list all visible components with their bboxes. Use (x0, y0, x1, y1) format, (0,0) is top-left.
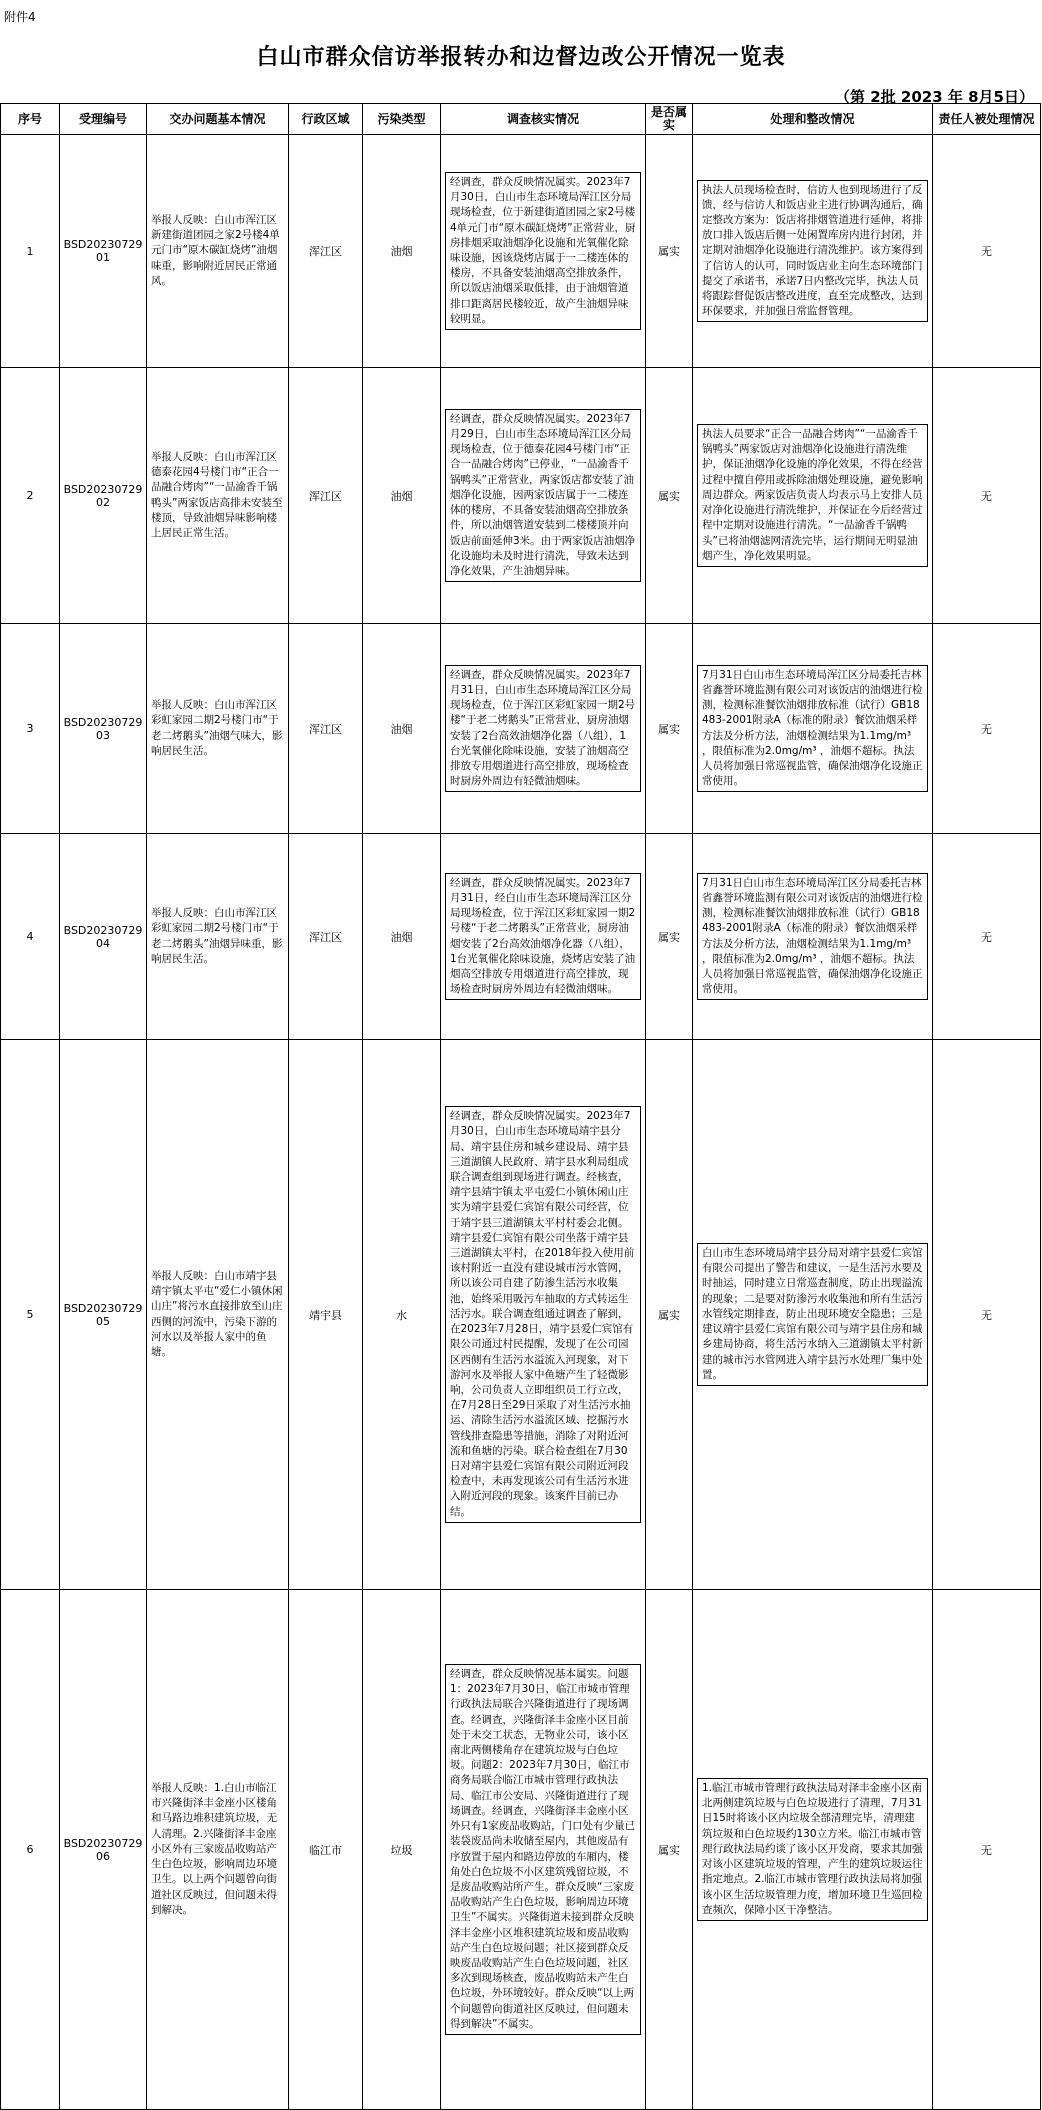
handling-cell: 7月31日白山市生态环境局浑江区分局委托吉林省鑫誉环境监测有限公司对该饭店的油烟进行检测，检测标准餐饮油烟排放标准（试行）GB18483-2001附录A（标准的附录）餐饮油烟采样方法及分析方法，油烟检测结果为1.1mg/m³ ，限值标准为2.0mg/m³ ，油烟不超标。执法人员将加强日常巡视监管，确保油烟净化设施正常使用。 (697, 873, 928, 1001)
handling-cell: 7月31日白山市生态环境局浑江区分局委托吉林省鑫誉环境监测有限公司对该饭店的油烟进行检测，检测标准餐饮油烟排放标准（试行）GB18483-2001附录A（标准的附录）餐饮油烟采样方法及分析方法，油烟检测结果为1.1mg/m³ ，限值标准为2.0mg/m³ ，油烟不超标。执法人员将加强日常巡视监管，确保油烟净化设施正常使用。 (697, 665, 928, 793)
verified-cell: 属实 (646, 834, 693, 1040)
seq-cell: 2 (1, 368, 60, 624)
seq-cell: 1 (1, 135, 60, 368)
verified-cell: 属实 (646, 624, 693, 834)
investigation-cell: 经调查，群众反映情况属实。2023年7月29日，白山市生态环境局浑江区分局现场检查，位于德泰花园4号楼门市“正合一品融合烤肉”已停业，“一品渝香千锅鸭头”正常营业，两家饭店都安装了油烟净化设施，因两家饭店属于一二楼连体的楼房，不具备安装油烟高空排放条件，所以油烟管道安装到二楼楼顶并向饭店前面延伸3米。由于两家饭店油烟净化设施均未及时进行清洗，导致未达到净化效果，产生油烟异味。 (445, 409, 641, 582)
col-investigation: 调查核实情况 (441, 104, 646, 135)
problem-cell: 举报人反映：1.白山市临江市兴隆街泽丰金座小区楼角和马路边堆积建筑垃圾，无人清理。2.兴隆街泽丰金座小区外有三家废品收购站产生白色垃圾，影响周边环境卫生。以上两个问题曾向街道社区反映过，但问题未得到解决。 (151, 1782, 277, 1916)
problem-cell: 举报人反映：白山市浑江区彩虹家园二期2号楼门市“于老二烤鹅头”油烟异味重，影响居民生活。 (151, 907, 283, 965)
pollution-cell: 油烟 (363, 368, 441, 624)
table-row (1, 834, 1041, 1040)
table-row (1, 1590, 1041, 2110)
accountability-cell: 无 (933, 1040, 1041, 1590)
table-row (1, 368, 1041, 624)
pollution-cell: 垃圾 (363, 1590, 441, 2110)
accountability-cell: 无 (933, 1590, 1041, 2110)
verified-cell: 属实 (646, 1590, 693, 2110)
verified-cell: 属实 (646, 368, 693, 624)
col-pollution: 污染类型 (363, 104, 441, 135)
batch-date: （第 2批 2023 年 8月5日） (835, 88, 1034, 106)
report-table (0, 103, 1041, 2110)
id-cell: BSD20230729 04 (60, 834, 147, 1040)
pollution-cell: 油烟 (363, 135, 441, 368)
col-handling: 处理和整改情况 (693, 104, 933, 135)
page-title: 白山市群众信访举报转办和边督边改公开情况一览表 (256, 45, 786, 70)
problem-cell: 举报人反映：白山市浑江区新建街道团园之家2号楼4单元门市“原木碳缸烧烤”油烟味重，影响附近居民正常通风。 (151, 213, 280, 287)
table-row (1, 624, 1041, 834)
table-row (1, 1040, 1041, 1590)
seq-cell: 4 (1, 834, 60, 1040)
region-cell: 浑江区 (289, 135, 363, 368)
seq-cell: 5 (1, 1040, 60, 1590)
col-accountability: 责任人被处理情况 (933, 104, 1041, 135)
pollution-cell: 水 (363, 1040, 441, 1590)
accountability-cell: 无 (933, 135, 1041, 368)
accountability-cell: 无 (933, 624, 1041, 834)
investigation-cell: 经调查，群众反映情况属实。2023年7月31日，白山市生态环境局浑江区分局现场检查，位于浑江区彩虹家园一期2号楼“于老二烤鹅头”正常营业，厨房油烟安装了2台高效油烟净化器（八组），1台光氧催化除味设施，安装了油烟高空排放专用烟道进行高空排放，现场检查时厨房外周边有轻微油烟味。 (445, 665, 641, 793)
attachment-label: 附件4 (4, 10, 36, 24)
pollution-cell: 油烟 (363, 834, 441, 1040)
region-cell: 临江市 (289, 1590, 363, 2110)
verified-cell: 属实 (646, 1040, 693, 1590)
handling-cell: 白山市生态环境局靖宇县分局对靖宇县爱仁宾馆有限公司提出了警告和建议，一是生活污水要及时抽运，同时建立日常巡查制度，防止出现溢流的现象；二是要对防渗污水收集池和所有生活污水管线定期排查，防止出现环境安全隐患；三是建议靖宇县爱仁宾馆有限公司与靖宇县住房和城乡建局协商，将生活污水纳入三道湖镇太平村新建的城市污水管网进入靖宇县污水处理厂集中处置。 (697, 1243, 928, 1386)
verified-cell: 属实 (646, 135, 693, 368)
table-row (1, 135, 1041, 368)
investigation-cell: 经调查，群众反映情况属实。2023年7月31日，经白山市生态环境局浑江区分局现场检查，位于浑江区彩虹家园一期2号楼“于老二烤鹅头”正常营业，厨房油烟安装了2台高效油烟净化器（八组），1台光氧催化除味设施，烧烤店安装了油烟高空排放专用烟道进行高空排放，现场检查时厨房外周边有轻微油烟味。 (445, 873, 641, 1001)
region-cell: 浑江区 (289, 624, 363, 834)
handling-cell: 执法人员要求“正合一品融合烤肉”“一品渝香千锅鸭头”两家饭店对油烟净化设施进行清洗维护，保证油烟净化设施的净化效果，不得在经营过程中擅自停用或拆除油烟处理设施，避免影响周边群众。两家饭店负责人均表示马上安排人员对净化设施进行清洗维护，并保证在今后经营过程中定期对设施进行清洗。“一品渝香千锅鸭头”已将油烟滤网清洗完毕，运行期间无明显油烟产生，净化效果明显。 (697, 424, 928, 567)
region-cell: 浑江区 (289, 368, 363, 624)
seq-cell: 3 (1, 624, 60, 834)
problem-cell: 举报人反映：白山市浑江区彩虹家园二期2号楼门市“于老二烤鹅头”油烟气味大，影响居民生活。 (151, 699, 283, 757)
seq-cell: 6 (1, 1590, 60, 2110)
investigation-cell: 经调查，群众反映情况基本属实。问题1：2023年7月30日，临江市城市管理行政执法局联合兴隆街道进行了现场调查。经调查，兴隆街泽丰金座小区目前处于未交工状态，无物业公司，该小区南北两侧楼角存在建筑垃圾与白色垃圾。问题2：2023年7月30日，临江市商务局联合临江市城市管理行政执法局、临江市公安局、兴隆街道进行了现场调查。经调查，兴隆街泽丰金座小区外只有1家废品收购站，门口处有少量已装袋废品尚未收储至屋内，其他废品有序放置于屋内和路边停放的车厢内，楼角处白色垃圾不小区建筑残留垃圾，不是废品收购站所产生。群众反映“三家废品收购站产生白色垃圾，影响周边环境卫生”不属实。兴隆街道未接到群众反映泽丰金座小区堆积建筑垃圾和废品收购站产生白色垃圾问题；社区接到群众反映废品收购站产生白色垃圾问题，社区多次到现场核查，废品收购站未产生白色垃圾，外环境较好。群众反映“以上两个问题曾向街道社区反映过，但问题未得到解决”不属实。 (445, 1664, 641, 2035)
header-row (1, 104, 1041, 135)
region-cell: 靖宇县 (289, 1040, 363, 1590)
id-cell: BSD20230729 01 (60, 135, 147, 368)
problem-cell: 举报人反映：白山市浑江区德泰花园4号楼门市“正合一品融合烤肉”“一品渝香千锅鸭头”两家饭店高排未安装至楼顶，导致油烟异味影响楼上居民正常生活。 (151, 450, 283, 539)
col-problem: 交办问题基本情况 (147, 104, 289, 135)
accountability-cell: 无 (933, 834, 1041, 1040)
accountability-cell: 无 (933, 368, 1041, 624)
col-verified: 是否属实 (646, 104, 693, 135)
id-cell: BSD20230729 02 (60, 368, 147, 624)
pollution-cell: 油烟 (363, 624, 441, 834)
investigation-cell: 经调查，群众反映情况属实。2023年7月30日，白山市生态环境局浑江区分局现场检查，位于新建街道团园之家2号楼4单元门市“原木碳缸烧烤”正常营业，厨房排烟采取油烟净化设施和光氧催化除味设施，因该烧烤店属于一二楼连体的楼房，不具备安装油烟高空排放条件，所以饭店油烟采取低排，由于油烟管道排口距离居民楼较近，故产生油烟异味较明显。 (445, 172, 641, 330)
col-seq: 序号 (1, 104, 60, 135)
id-cell: BSD20230729 03 (60, 624, 147, 834)
id-cell: BSD20230729 06 (60, 1590, 147, 2110)
id-cell: BSD20230729 05 (60, 1040, 147, 1590)
col-region: 行政区域 (289, 104, 363, 135)
handling-cell: 执法人员现场检查时，信访人也到现场进行了反馈，经与信访人和饭店业主进行协调沟通后，确定整改方案为：饭店将排烟管道进行延伸，将排放口排入饭店后侧一处闲置库房内进行封闭，并定期对油烟净化设施进行清洗维护。该方案得到了信访人的认可，同时饭店业主向生态环境部门提交了承诺书，承诺7日内整改完毕，执法人员将跟踪督促饭店整改进度，直至完成整改，达到环保要求，并加强日常监督管理。 (697, 180, 928, 323)
problem-cell: 举报人反映：白山市靖宇县靖宇镇太平屯“爱仁小镇休闲山庄”将污水直接排放至山庄西侧的河流中，污染下游的河水以及举报人家中的鱼塘。 (151, 1269, 283, 1358)
handling-cell: 1.临江市城市管理行政执法局对泽丰金座小区南北两侧建筑垃圾与白色垃圾进行了清理，7月31日15时将该小区内垃圾全部清理完毕，清理建筑垃圾和白色垃圾约130立方米。临江市城市管理行政执法局约谈了该小区开发商，要求其加强对该小区建筑垃圾的管理，产生的建筑垃圾运往指定地点。2.临江市城市管理行政执法局将加强该小区生活垃圾管理力度，增加环境卫生巡回检查频次，保障小区干净整洁。 (697, 1778, 928, 1921)
investigation-cell: 经调查，群众反映情况属实。2023年7月30日，白山市生态环境局靖宇县分局、靖宇县住房和城乡建设局、靖宇县三道湖镇人民政府、靖宇县水利局组成联合调查组到现场进行调查。经核查，靖宇县靖宇镇太平屯爱仁小镇休闲山庄实为靖宇县爱仁宾馆有限公司经营，位于靖宇县三道湖镇太平村村委会北侧。靖宇县爱仁宾馆有限公司坐落于靖宇县三道湖镇太平村，在2018年投入使用前该村附近一直没有建设城市污水管网，所以该公司自建了防渗生活污水收集池，始终采用吸污车抽取的方式转运生活污水。联合调查组通过调查了解到，在2023年7月28日，靖宇县爱仁宾馆有限公司通过村民提醒，发现了在公司园区西侧有生活污水溢流入河现象，对下游河水及举报人家中鱼塘产生了轻微影响，公司负责人立即组织员工行立改，在7月28日至29日采取了对生活污水抽运、清除生活污水溢流区域、挖掘污水管线排查隐患等措施，消除了对附近河流和鱼塘的污染。联合检查组在7月30日对靖宇县爱仁宾馆有限公司附近河段检查中，未再发现该公司有生活污水进入附近河段的现象。该案件目前已办结。 (445, 1106, 641, 1522)
col-id: 受理编号 (60, 104, 147, 135)
region-cell: 浑江区 (289, 834, 363, 1040)
